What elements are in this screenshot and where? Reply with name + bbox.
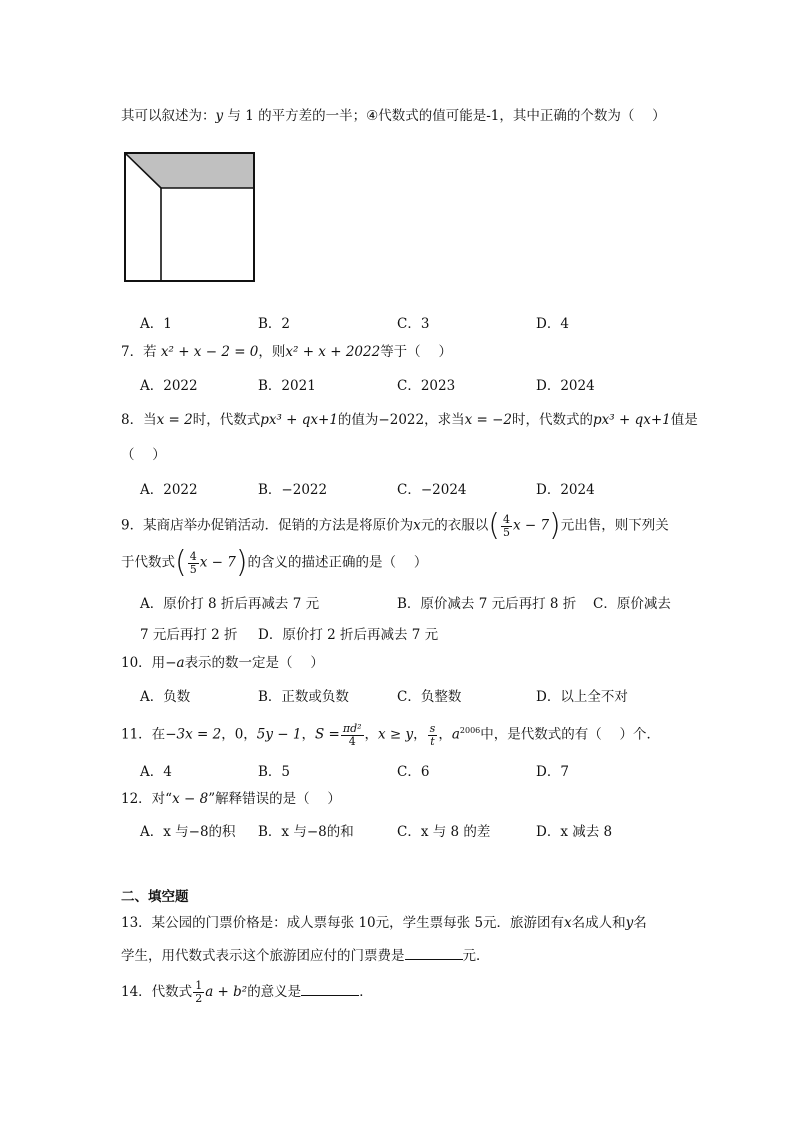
denominator: 5 [189,562,197,576]
q7-option-a: A．2022 [140,378,198,394]
right-paren: ) [549,508,561,543]
stem-text: 与 1 的平方差的一半； [223,108,367,124]
q8-option-b: B．−2022 [258,482,328,498]
exponent: 2006 [459,726,481,735]
question-number: 12．对“ [121,791,173,807]
expression: −3x = 2 [165,726,222,743]
q8-option-a: A．2022 [140,482,198,498]
stem-text: 名 [633,915,647,931]
question-number: 7．若 [121,344,161,360]
equation: x = 2 [156,412,193,428]
var-y: y [215,108,224,124]
question-number: 11．在 [121,726,166,743]
numerator: πd² [342,721,362,735]
q12-option-b: B．x 与−8的和 [258,824,354,840]
stem-text: 13．某公园的门票价格是：成人票每张 10元，学生票每张 5元．旅游团有 [121,915,565,931]
stem-text: 表示的数一定是（ ） [184,655,324,671]
expression: a [451,726,460,743]
stem-text: 的意义是 [247,984,302,1000]
circled-number: ④ [366,108,379,124]
stem-text: ，则 [258,344,286,360]
answer-blank[interactable] [301,981,359,996]
numerator: 4 [502,512,510,526]
question-number: 8．当 [121,412,157,428]
var-x: x [413,517,421,534]
q11-option-d: D．7 [536,764,569,780]
expression: 0 [234,726,244,743]
fraction [501,514,512,539]
right-paren: ) [235,545,248,580]
expression: x − 8 [172,791,209,807]
question-8-stem [121,410,698,430]
stem-text: 学生，用代数式表示这个旅游团应付的门票费是 [121,948,405,964]
q12-option-a: A．x 与−8的积 [140,824,236,840]
denominator: 2 [195,992,203,1005]
q6-option-b: B．2 [258,316,291,332]
expression: a + b² [205,984,248,1000]
q7-option-b: B．2021 [258,378,316,394]
expression: x² + x + 2022 [285,344,381,360]
equation: x = −2 [464,412,513,428]
equation: x² + x − 2 = 0 [160,344,259,360]
numerator: 1 [195,979,203,992]
expression: S = [314,726,340,743]
question-13-stem-line2 [121,945,490,966]
stem-text: 9．某商店举办促销活动．促销的方法是将原价为 [121,517,414,534]
numerator: 4 [189,549,197,563]
section-title: 二、填空题 [121,889,189,905]
stem-text: 中，是代数式的有（ ）个． [480,726,661,743]
stem-text: ，求当 [424,412,465,428]
fraction [341,723,364,748]
answer-blank[interactable] [405,945,463,960]
fraction [428,723,438,748]
stem-text: 值是 [670,412,698,428]
separator: ， [364,726,379,743]
q8-option-d: D．2024 [536,482,595,498]
stem-text: 的含义的描述正确的是（ ） [247,554,428,571]
q10-option-c: C．负整数 [397,689,462,705]
stem-text: 其可以叙述为： [121,108,216,124]
stem-text: 于代数式 [121,554,175,571]
stem-text: 元的衣服以 [420,517,489,534]
separator: ， [438,726,452,743]
q10-option-d: D．以上全不对 [536,689,628,705]
expression: px³ + qx+1 [593,412,671,428]
expression: −a [165,655,185,671]
separator: ， [221,726,235,743]
denominator: 4 [348,734,356,748]
stem-text: 时，代数式的 [512,412,594,428]
var-y: y [625,915,634,931]
q11-option-b: B．5 [258,764,291,780]
stem-text: 代数式的值可能是-1，其中正确的个数为（ ） [378,108,666,124]
stem-text: 时，代数式 [192,412,261,428]
question-number: 14．代数式 [121,984,193,1000]
q6-option-d: D．4 [536,316,569,332]
q8-paren: （ ） [121,447,166,463]
q12-option-c: C．x 与 8 的差 [397,824,491,840]
separator: ， [243,726,257,743]
q7-option-d: D．2024 [536,378,595,394]
question-10-stem [121,653,324,673]
question-number: 10．用 [121,655,166,671]
q10-option-a: A．负数 [140,689,191,705]
stem-text: 名成人和 [571,915,626,931]
q9-option-b: B．原价减去 7 元后再打 8 折 [397,596,577,612]
question-9-stem-line2 [121,545,428,580]
numerator: s [429,721,436,735]
var-x: x [564,915,572,931]
q6-option-c: C．3 [397,316,430,332]
q12-option-d: D．x 减去 8 [536,824,613,840]
question-12-stem [121,789,341,809]
question-7-stem [121,342,452,362]
expression: x − 7 [199,554,236,571]
value: −2022 [378,412,425,428]
denominator: 5 [502,525,510,539]
denominator: t [430,734,435,748]
left-paren: ( [175,545,187,580]
q9-option-a: A．原价打 8 折后再减去 7 元 [140,596,320,612]
question-9-stem-line1 [121,508,669,543]
question-6-stem [121,106,666,126]
q8-option-c: C．−2024 [397,482,467,498]
q11-option-a: A．4 [140,764,172,780]
stem-text: 元出售，则下列关 [560,517,669,534]
expression: x − 7 [512,517,550,534]
stem-text: 等于（ ） [380,344,452,360]
square-figure [123,151,257,283]
q10-option-b: B．正数或负数 [258,689,349,705]
stem-text: 的值为 [337,412,379,428]
expression: x ≥ y [378,726,414,743]
q9-option-c-part1: C．原价减去 [593,596,671,612]
question-11-stem [121,721,660,748]
stem-text: ． [359,984,373,1000]
expression: 5y − 1 [256,726,302,743]
stem-text: ”解释错误的是（ ） [208,791,341,807]
fraction [193,980,204,1005]
q11-option-c: C．6 [397,764,430,780]
separator: ， [301,726,315,743]
fraction [188,551,199,576]
q9-option-d: D．原价打 2 折后再减去 7 元 [258,627,439,643]
question-13-stem-line1 [121,913,647,933]
q6-option-a: A．1 [140,316,172,332]
q7-option-c: C．2023 [397,378,456,394]
question-14-stem [121,980,373,1005]
stem-text: 元． [462,948,490,964]
q9-option-c-part2: 7 元后再打 2 折 [140,627,238,643]
separator: ， [413,726,427,743]
left-paren: ( [488,508,500,543]
expression: px³ + qx+1 [260,412,338,428]
